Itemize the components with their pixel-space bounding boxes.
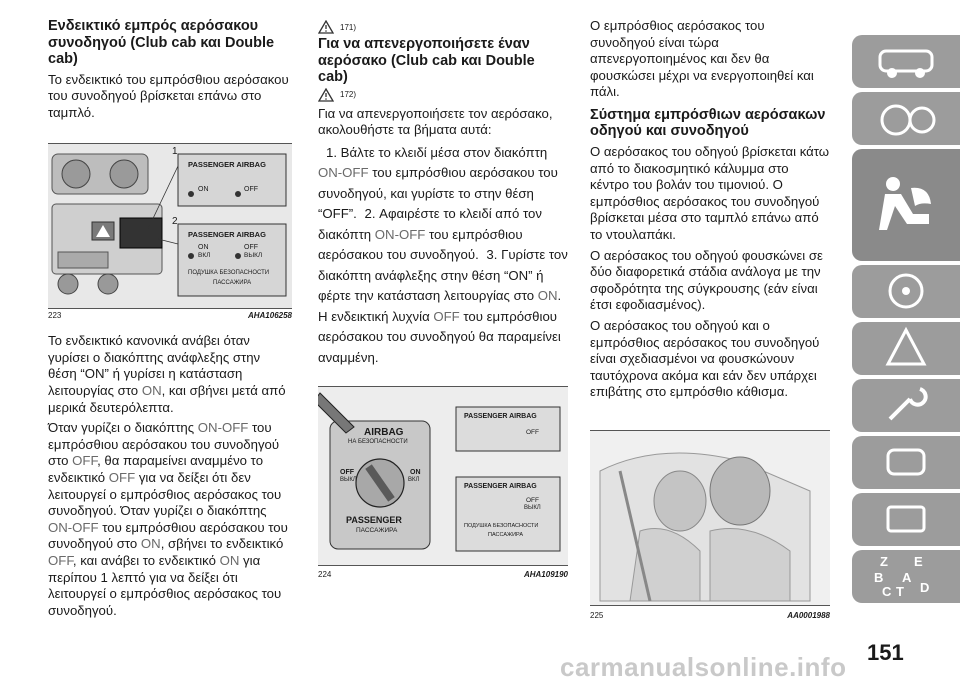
index-letter: A — [902, 570, 912, 585]
panel2-title: PASSENGER AIRBAG — [188, 230, 266, 240]
car-icon — [852, 35, 960, 88]
index-letter: D — [920, 580, 930, 595]
figure-224 — [318, 386, 568, 566]
switch-passenger-ru: ПАССАЖИРА — [356, 527, 398, 534]
figure-223 — [48, 143, 292, 309]
switch-off-ru: ВЫКЛ — [340, 477, 357, 483]
chapter-tab-specs[interactable] — [852, 436, 960, 489]
column-1 — [48, 18, 292, 619]
index-letter: E — [914, 554, 923, 569]
paragraph: Όταν γυρίζει ο διακόπτης ON-OFF του εμπρόσθιου αερόσακου του συνοδηγού στο OFF, θα παραμείνει αναμμένο το ενδεικτικό OFF για να δείξει ότι δεν λειτουργεί ο εμπρόσθιος αερόσακος του συνοδηγού. Όταν γυρίζει ο διακόπτης ON-OFF του εμπρόσθιου αερόσακου του συνοδηγού στο ON, σβήνει το ενδεικτικό OFF, και ανάβει το ενδεικτικό ON για περίπου 1 λεπτό για να δείξει ότι λειτουργεί ο εμπρόσθιος αερόσακος του συνοδηγού. — [48, 420, 288, 618]
section-heading: Ενδεικτικό εμπρός αερόσακου συνοδηγού (Club cab και Double cab) — [48, 18, 275, 67]
watermark: carmanualsonline.info — [560, 652, 847, 678]
panel1-on: ON — [198, 186, 209, 194]
figure-225 — [590, 430, 830, 606]
panel2-ru2: ПАССАЖИРА — [488, 532, 523, 538]
column-2 — [318, 18, 568, 579]
panel2-off-ru: ВЫКЛ — [244, 252, 263, 260]
chapter-tab-dashboard[interactable] — [852, 92, 960, 145]
panel2-ru1: ПОДУШКА БЕЗОПАСНОСТИ — [464, 523, 539, 529]
wrench-icon — [852, 379, 960, 432]
figure-code: AA0001988 — [787, 611, 830, 620]
figure-caption — [318, 570, 568, 580]
figure-caption — [48, 311, 292, 321]
figure-label-2: 2 — [172, 216, 178, 228]
dashboard-gauge-icon — [852, 92, 960, 145]
column-3 — [590, 18, 830, 620]
switch-on: ON — [410, 469, 421, 476]
switch-on-ru: ВКЛ — [408, 477, 420, 483]
panel2-ru-line1: ПОДУШКА БЕЗОПАСНОСТИ — [188, 270, 270, 277]
chapter-tab-driving[interactable] — [852, 265, 960, 318]
panel2-ru-line2: ПАССАЖИРА — [213, 280, 252, 287]
warning-ref: 171) — [318, 20, 568, 34]
warning-triangle-icon — [318, 20, 334, 34]
figure-label-1: 1 — [172, 146, 178, 158]
paragraph: Ο αερόσακος του οδηγού και ο εμπρόσθιος αερόσακος του συνοδηγού είναι σχεδιασμένοι να φουσκώνουν ταυτόχρονα ακόμα και εάν δεν υπάρχει επιβάτης στο εμπρόσθιο κάθισμα. — [590, 317, 820, 400]
panel2-on: ON — [198, 244, 209, 252]
switch-passenger: PASSENGER — [346, 515, 402, 525]
airbag-deployment-illustration — [590, 431, 830, 606]
chapter-tab-safety[interactable] — [852, 149, 960, 261]
paragraph: Για να απενεργοποιήσετε τον αερόσακο, ακολουθήστε τα βήματα αυτά: — [318, 105, 553, 138]
paragraph: Ο αερόσακος του οδηγού βρίσκεται κάτω από το διακοσμητικό κάλυμμα στο κέντρο του βολάν του τιμονιού. Ο εμπρόσθιος αερόσακος του συνοδηγού βρίσκεται μέσα στο ταμπλό επάνω από το ντουλαπάκι. — [590, 143, 830, 242]
airbag-seat-icon — [871, 170, 941, 240]
media-icon — [852, 493, 960, 546]
chapter-tab-car-icon[interactable] — [852, 35, 960, 88]
figure-number: 224 — [318, 570, 332, 579]
panel1-title: PASSENGER AIRBAG — [188, 160, 266, 170]
panel2-off: OFF — [526, 497, 539, 504]
paragraph: Ο εμπρόσθιος αερόσακος του συνοδηγού είναι τώρα απενεργοποιημένος και δεν θα φουσκώσει μέχρι να ενεργοποιηθεί και πάλι. — [590, 18, 814, 100]
panel1-off: OFF — [244, 186, 258, 194]
figure-code: AHA106258 — [247, 311, 292, 321]
figure-number: 223 — [48, 311, 62, 321]
steering-wheel-icon — [852, 265, 960, 318]
switch-off: OFF — [340, 469, 354, 476]
chapter-tab-emergency[interactable] — [852, 322, 960, 375]
index-letter: C — [882, 584, 892, 599]
step-list: 1. Βάλτε το κλειδί μέσα στον διακόπτη ON-OFF του εμπρόσθιου αερόσακου του συνοδηγού, και γυρίστε το στην θέση “OFF”. 2. Αφαιρέστε το κλειδί από τον διακόπτη ON-OFF του εμπρόσθιου αερόσακου του συνοδηγού. 3. Γυρίστε τον διακόπτη ανάφλεξης στην θέση “ON” ή φέρτε την κατάσταση λειτουργίας στο ON. Η ενδεικτική λυχνία OFF του εμπρόσθιου αερόσακου του συνοδηγού θα παραμείνει αναμμένη. — [318, 144, 568, 365]
section-heading: Σύστημα εμπρόσθιων αερόσακων οδηγού και συνοδηγού — [590, 106, 826, 140]
panel1-off: OFF — [526, 429, 539, 436]
panel1-title: PASSENGER AIRBAG — [464, 413, 537, 420]
chapter-tabs — [852, 35, 960, 607]
index-letter: B — [874, 570, 884, 585]
panel2-on-ru: ВКЛ — [198, 252, 211, 260]
chapter-tab-index[interactable] — [852, 550, 960, 603]
figure-code: AHA109190 — [523, 570, 568, 579]
page-number: 151 — [867, 640, 904, 665]
panel2-off: OFF — [244, 244, 258, 252]
car-front-icon — [852, 436, 960, 489]
index-letter: Z — [880, 554, 888, 569]
panel2-title: PASSENGER AIRBAG — [464, 483, 537, 490]
chapter-tab-multimedia[interactable] — [852, 493, 960, 546]
warning-triangle-icon — [318, 88, 334, 102]
switch-airbag-label: AIRBAG — [364, 427, 404, 438]
paragraph: Ο αερόσακος του οδηγού φουσκώνει σε δύο διαφορετικά στάδια ανάλογα με την σφοδρότητα της σύγκρουσης (εάν είναι έτσι εφοδιασμένος). — [590, 247, 823, 313]
index-letter: T — [896, 584, 904, 599]
switch-ru-label: НА БЕЗОПАСНОСТИ — [348, 439, 408, 445]
panel2-off-ru: ВЫКЛ — [524, 505, 541, 511]
figure-number: 225 — [590, 611, 604, 620]
warning-triangle-icon — [852, 322, 960, 375]
section-heading: Για να απενεργοποιήσετε έναν αερόσακο (Club cab και Double cab) — [318, 36, 535, 85]
warning-ref: 172) — [318, 88, 568, 102]
paragraph: Το ενδεικτικό του εμπρόσθιου αερόσακου του συνοδηγού βρίσκεται επάνω στο ταμπλό. — [48, 71, 289, 120]
figure-caption — [590, 611, 830, 621]
paragraph: Το ενδεικτικό κανονικά ανάβει όταν γυρίσει ο διακόπτης ανάφλεξης στην θέση “ON” ή γυρίσει η κατάσταση λειτουργίας στο ON, και σβήνει μετά από μερικά δευτερόλεπτα. — [48, 333, 286, 415]
chapter-tab-maintenance[interactable] — [852, 379, 960, 432]
